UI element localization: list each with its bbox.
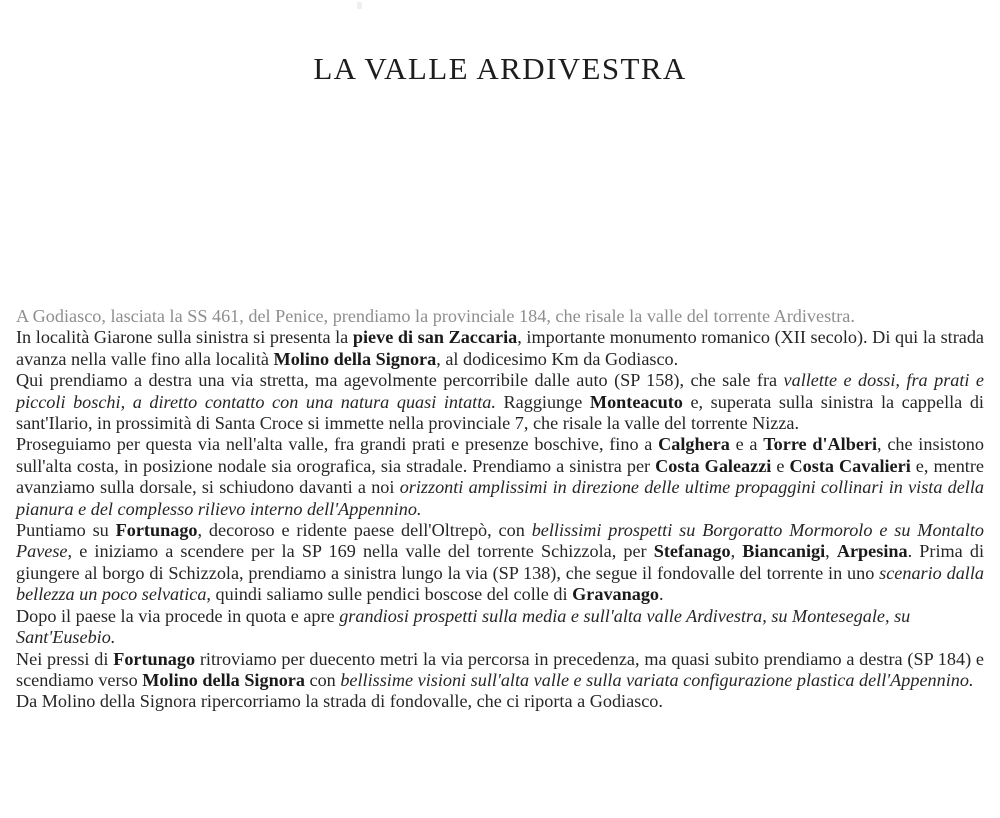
- text-run: , che insistono sull'alta costa, in posizione nodale sia orografica, sia stradale. Prendiamo a sinistra per: [16, 434, 984, 476]
- paragraph-3: [16, 370, 984, 434]
- place-name-gravanago: Gravanago: [572, 584, 660, 605]
- paragraph-8: Da Molino della Signora ripercorriamo la strada di fondovalle, che ci riporta a Godiasco.: [16, 691, 663, 712]
- page-title: LA VALLE ARDIVESTRA: [313, 50, 687, 86]
- place-name-biancanigi: Biancanigi: [742, 541, 826, 562]
- emphasis-run: bellissime visioni sull'alta valle e sulla variata configurazione plastica dell'Appennino.: [340, 669, 974, 690]
- scan-artifact-speck: [357, 2, 362, 9]
- text-run: , al dodicesimo Km da Godiasco.: [436, 348, 679, 369]
- paragraph-5: [16, 520, 984, 606]
- text-run: Proseguiamo per questa via nell'alta valle, fra grandi prati e presenze boschive, fino a: [16, 434, 659, 455]
- text-run: . Prima di giungere al borgo di Schizzola, prendiamo a sinistra lungo la via (SP 138), che segue il fondovalle del torrente in uno: [16, 541, 985, 583]
- text-run: Raggiunge: [495, 391, 590, 412]
- place-name-fortunago-2: Fortunago: [113, 648, 196, 669]
- text-run: In località Giarone sulla sinistra si presenta la: [16, 327, 353, 348]
- text-run: Dopo il paese la via procede in quota e apre: [16, 605, 340, 626]
- paragraph-4: [16, 434, 984, 520]
- paragraph-1: A Godiasco, lasciata la SS 461, del Penice, prendiamo la provinciale 184, che risale la valle del torrente Ardivestra.: [16, 306, 855, 326]
- text-run: ,: [825, 541, 837, 562]
- place-name-monteacuto: Monteacuto: [589, 391, 683, 412]
- paragraph-6: [16, 606, 984, 649]
- emphasis-run: grandiosi prospetti sulla media e sull'alta valle Ardivestra, su Montesegale, su Sant'Eusebio.: [16, 605, 911, 648]
- place-name-costa-galeazzi: Costa Galeazzi: [655, 455, 772, 476]
- text-run: Qui prendiamo a destra una via stretta, ma agevolmente percorribile dalle auto (SP 158), che sale fra: [16, 370, 784, 391]
- text-run: .: [659, 584, 664, 605]
- text-run: Nei pressi di: [16, 648, 114, 669]
- text-run: e: [771, 455, 790, 476]
- place-name-molino-della-signora: Molino della Signora: [273, 348, 437, 369]
- place-name-calghera: Calghera: [658, 434, 730, 455]
- place-name-arpesina: Arpesina: [836, 541, 908, 562]
- place-name-costa-cavalieri: Costa Cavalieri: [789, 455, 911, 476]
- place-name-fortunago: Fortunago: [115, 520, 198, 541]
- text-run: , decoroso e ridente paese dell'Oltrepò, con: [197, 520, 532, 541]
- emphasis-run: vallette e dossi, fra prati e piccoli boschi, a diretto contatto con una natura quasi intatta.: [16, 370, 984, 412]
- place-name-stefanago: Stefanago: [653, 541, 731, 562]
- place-name-torre-dalberi: Torre d'Alberi: [763, 434, 878, 455]
- text-run: e a: [729, 434, 764, 455]
- place-name-molino-della-signora-2: Molino della Signora: [142, 669, 305, 690]
- place-name-pieve-di-san-zaccaria: pieve di san Zaccaria: [352, 327, 518, 348]
- emphasis-run: bellissimi prospetti su Borgoratto Mormorolo e su Montalto Pavese: [16, 520, 984, 562]
- body-text-block: [16, 306, 984, 713]
- text-run: , e iniziamo a scendere per la SP 169 nella valle del torrente Schizzola, per: [67, 541, 654, 562]
- paragraph-7: [16, 649, 984, 692]
- text-run: e, superata sulla sinistra la cappella di sant'Ilario, in prossimità di Santa Croce si immette nella provinciale 7, che risale la valle del torrente Nizza.: [16, 391, 984, 434]
- emphasis-run: scenario dalla bellezza un poco selvatica: [16, 562, 984, 605]
- text-run: , quindi saliamo sulle pendici boscose del colle di: [206, 584, 573, 605]
- paragraph-2: [16, 327, 984, 370]
- text-run: con: [304, 669, 341, 690]
- text-run: ritroviamo per duecento metri la via percorsa in precedenza, ma quasi subito prendiamo a destra (SP 184) e scendiamo verso: [16, 648, 984, 690]
- text-run: Puntiamo su: [16, 520, 116, 541]
- text-run: ,: [730, 541, 743, 562]
- text-run: , importante monumento romanico (XII secolo). Di qui la strada avanza nella valle fino alla località: [16, 327, 984, 369]
- text-run: e, mentre avanziamo sulla dorsale, si schiudono davanti a noi: [16, 455, 984, 498]
- emphasis-run: orizzonti amplissimi in direzione delle ultime propaggini collinari in vista della pianura e del complesso rilievo interno dell'Appennino.: [16, 477, 985, 519]
